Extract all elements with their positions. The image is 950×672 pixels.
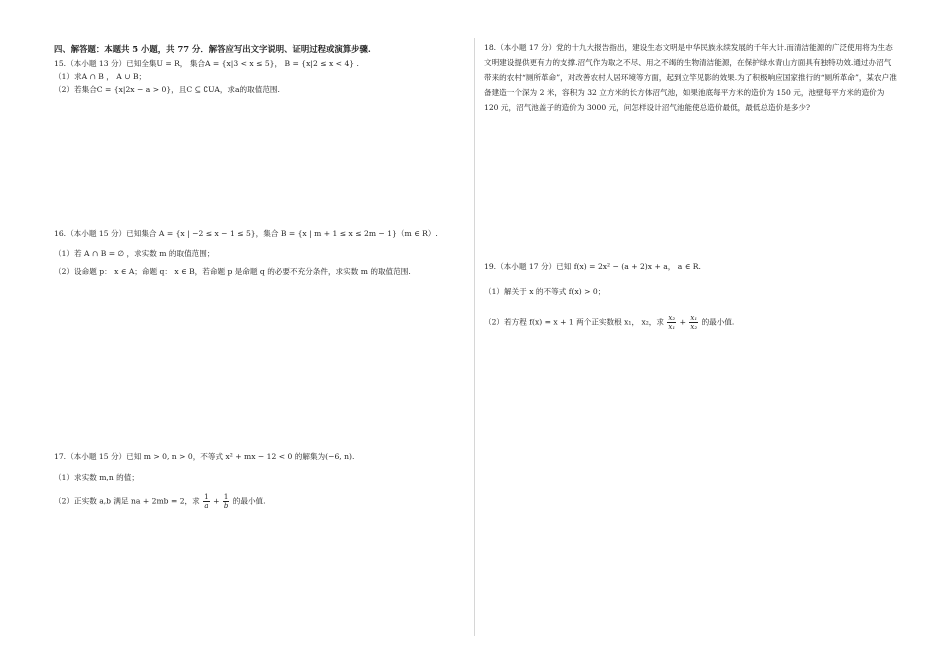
q17-frac1-numerator: 1 — [204, 493, 209, 501]
q17-part2-prefix: （2）正实数 a,b 满足 na + 2mb = 2，求 — [54, 496, 200, 506]
q19-fraction-2 — [689, 314, 698, 331]
q15-stem: 15.（本小题 13 分）已知全集U = R， 集合A = {x|3 < x ≤ 5}， B = {x|2 ≤ x < 4} . — [54, 59, 359, 68]
q19-frac2-denominator: x₂ — [690, 323, 698, 331]
q19-part2-suffix: 的最小值. — [701, 317, 735, 327]
q16-part1: （1）若 A ∩ B = ∅ ，求实数 m 的取值范围； — [54, 249, 215, 258]
q19-part2 — [484, 314, 734, 331]
q15-part2: （2）若集合C = {x|2x − a > 0}，且C ⊆ ∁UA，求a的取值范围. — [54, 85, 280, 94]
q17-part2-suffix: 的最小值. — [232, 496, 266, 506]
q19-part1: （1）解关于 x 的不等式 f(x) > 0； — [484, 287, 606, 296]
q17-frac1-denominator: a — [204, 502, 209, 510]
q17-fraction-1 — [203, 493, 209, 510]
q16-stem: 16.（本小题 15 分）已知集合 A = {x | −2 ≤ x − 1 ≤ 5}，集合 B = {x | m + 1 ≤ x ≤ 2m − 1}（m ∈ R）. — [54, 229, 438, 238]
q19-frac2-numerator: x₁ — [690, 314, 698, 322]
q19-frac1-numerator: x₂ — [668, 314, 676, 322]
left-column — [0, 0, 470, 672]
column-divider — [474, 38, 475, 636]
q19-fraction-1 — [667, 314, 676, 331]
q17-part2 — [54, 493, 266, 510]
q19-plus: + — [679, 317, 686, 327]
q19-frac1-denominator: x₁ — [668, 323, 676, 331]
q18-text: 18.（本小题 17 分）党的十九大报告指出，建设生态文明是中华民族永续发展的千年大计.而清洁能源的广泛使用将为生态文明建设提供更有力的支撑.沼气作为取之不尽、用之不竭的生物清洁能源，在保护绿水青山方面具有独特功效.通过办沼气带来的农村“厕所革命”，对改善农村人居环境等方面，起到立竿见影的效果.为了积极响应国家推行的“厕所革命”，某农户准备建造一个深为 2 米，容积为 32 立方米的长方体沼气池，如果池底每平方米的造价为 150 元，池壁每平方米的造价为 120 元，沼气池盖子的造价为 3000 元，问怎样设计沼气池能使总造价最低，最低总造价是多少? — [484, 43, 897, 112]
q17-part1: （1）求实数 m,n 的值； — [54, 473, 139, 482]
q17-plus: + — [213, 496, 220, 506]
q17-frac2-numerator: 1 — [223, 493, 229, 501]
q17-stem: 17.（本小题 15 分）已知 m > 0, n > 0，不等式 x² + mx − 12 < 0 的解集为(−6, n). — [54, 452, 355, 461]
right-column — [478, 0, 950, 672]
q17-frac2-denominator: b — [223, 502, 229, 510]
q16-part2: （2）设命题 p： x ∈ A；命题 q： x ∈ B，若命题 p 是命题 q 的必要不充分条件，求实数 m 的取值范围. — [54, 267, 411, 276]
section-title: 四、解答题：本题共 5 小题，共 77 分．解答应写出文字说明、证明过程或演算步骤. — [54, 44, 371, 54]
q15-part1: （1）求A ∩ B ， A ∪ B； — [54, 72, 147, 81]
q19-stem: 19.（本小题 17 分）已知 f(x) = 2x² − (a + 2)x + a， a ∈ R. — [484, 262, 701, 271]
q19-part2-prefix: （2）若方程 f(x) = x + 1 两个正实数根 x₁， x₂，求 — [484, 317, 664, 327]
q17-fraction-2 — [223, 493, 229, 510]
